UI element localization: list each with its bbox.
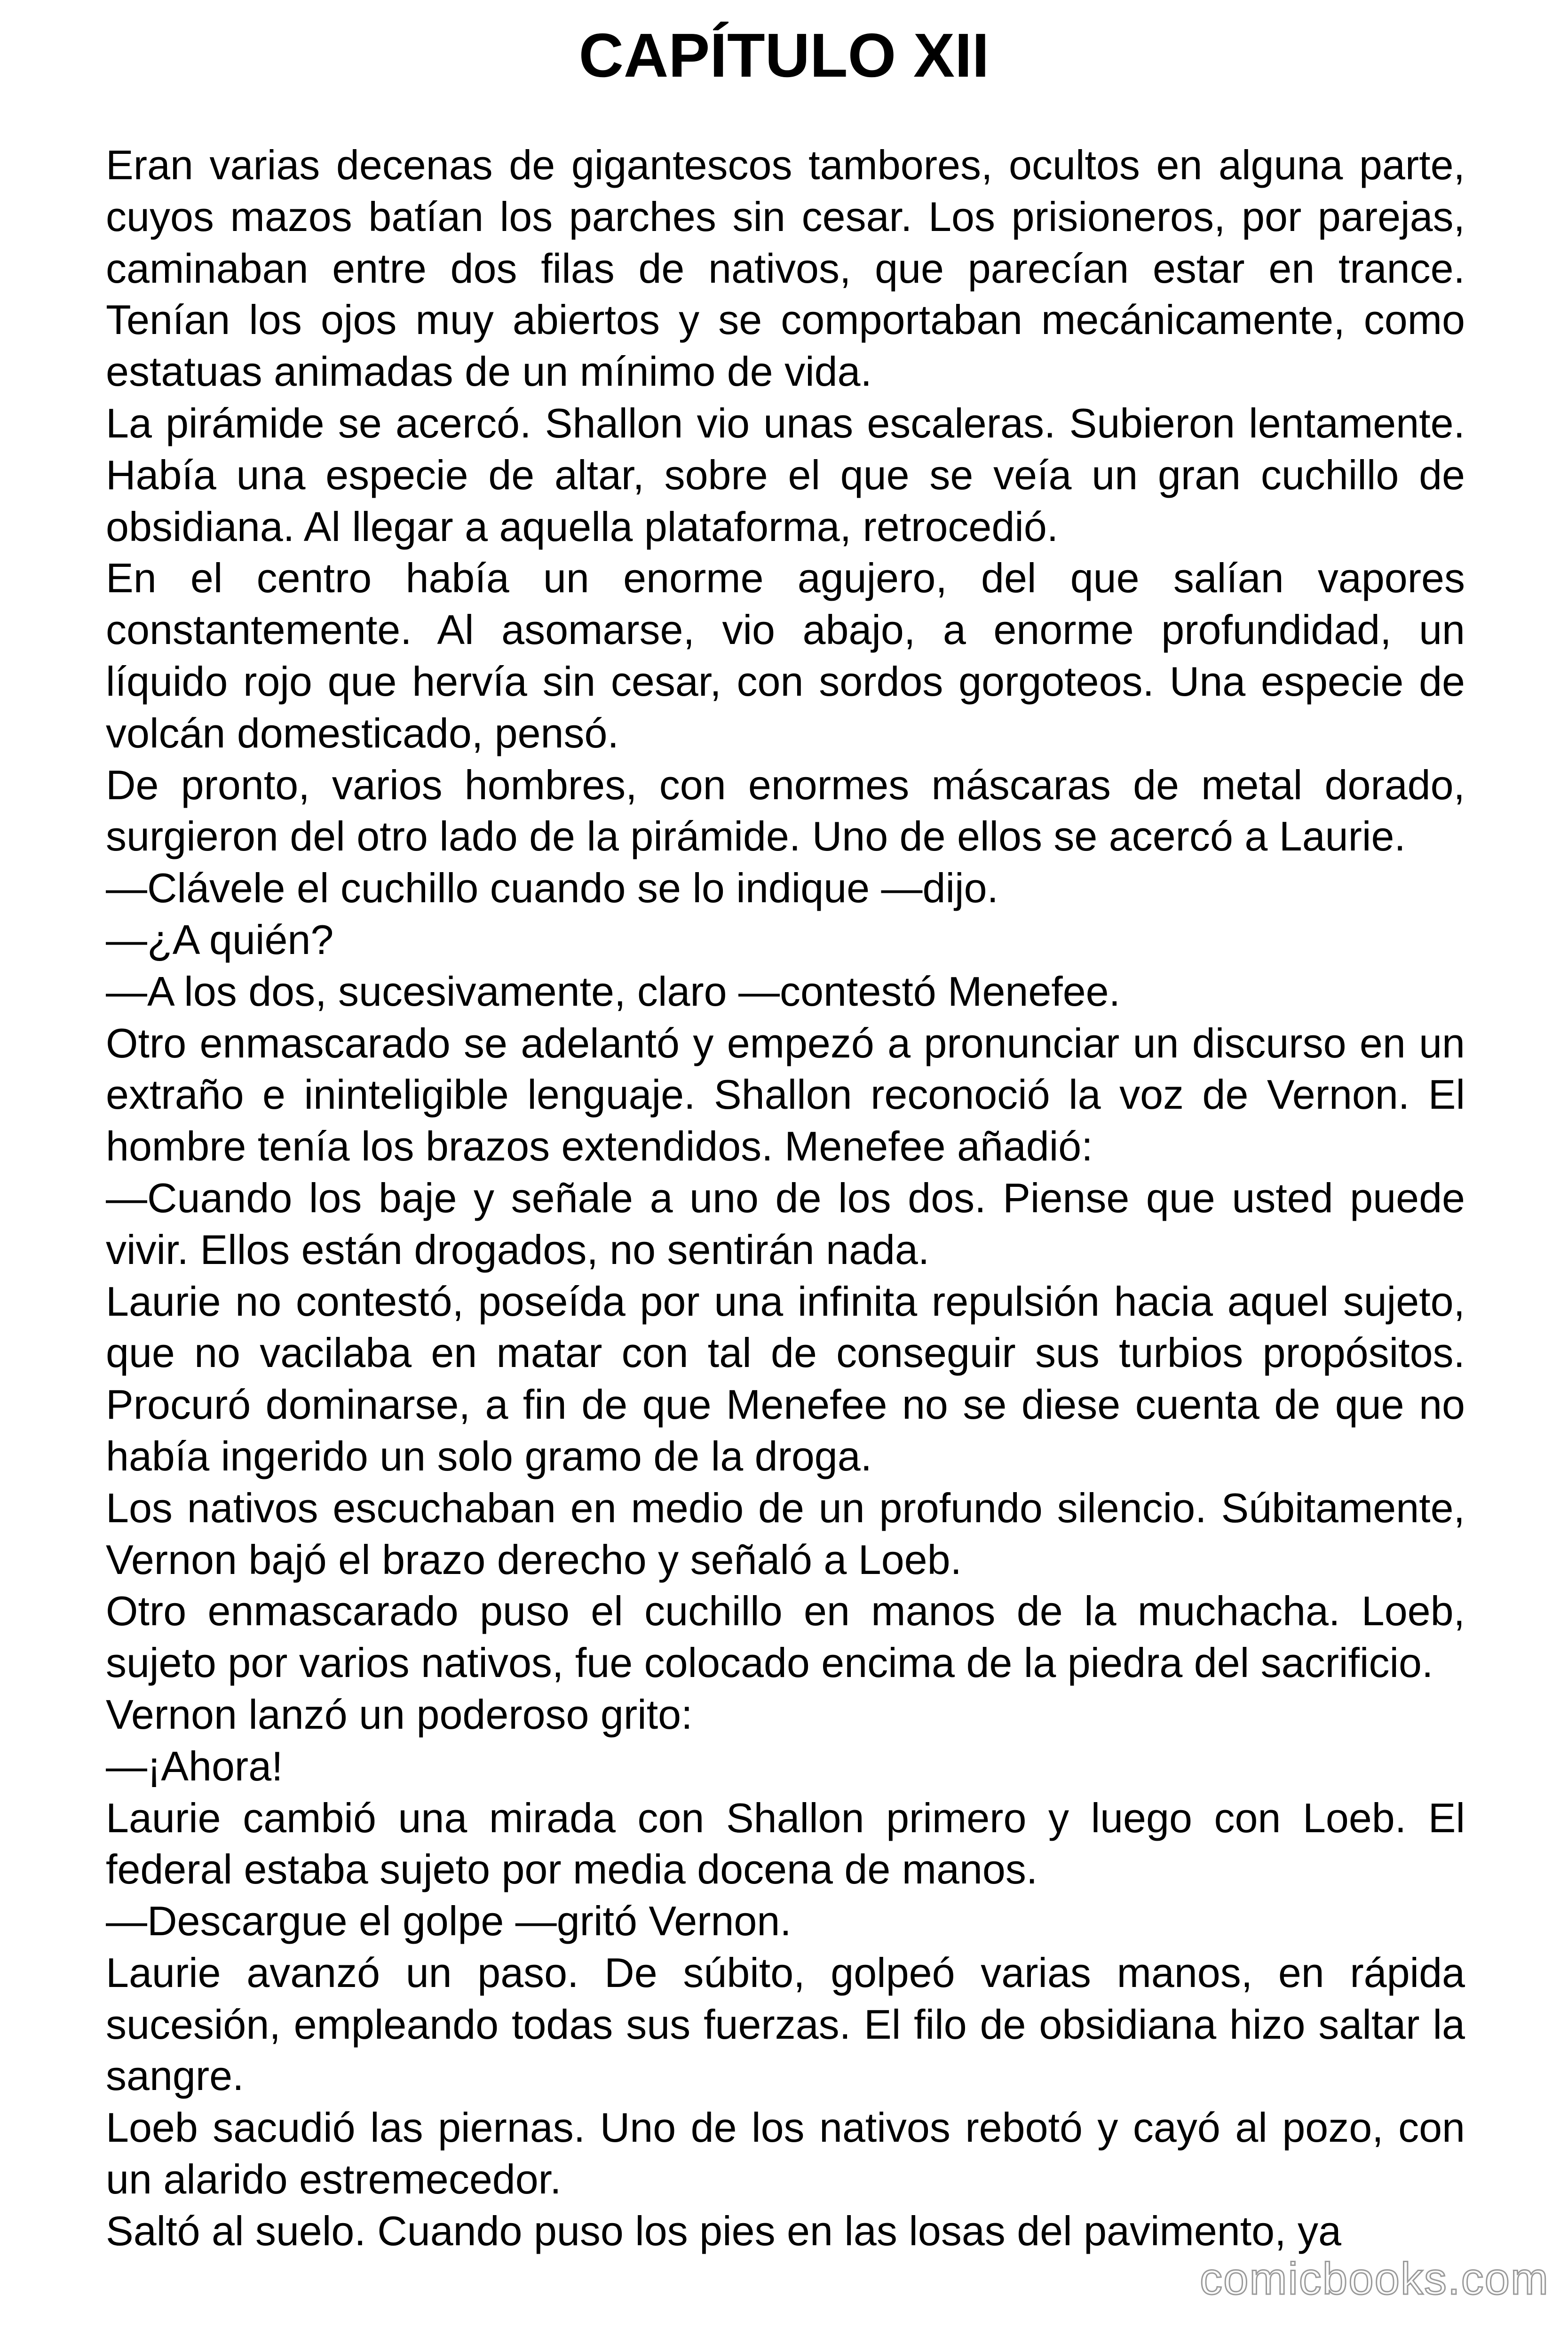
dialogue-line: —Descargue el golpe —gritó Vernon.: [106, 1898, 792, 1945]
dialogue-line: —Cuando los baje y señale a uno de los dos. Piense que usted puede vivir. Ellos están drogados, no sentirán nada.: [106, 1174, 1465, 1273]
dialogue-line: —Clávele el cuchillo cuando se lo indique —dijo.: [106, 865, 998, 912]
paragraph: En el centro había un enorme agujero, del que salían vapores constantemente. Al asomarse, vio abajo, a enorme profundidad, un líquido rojo que hervía sin cesar, con sordos gorgoteos. Una especie de volcán domesticado, pensó.: [106, 555, 1465, 756]
chapter-body: [106, 139, 1465, 2257]
paragraph: Laurie avanzó un paso. De súbito, golpeó varias manos, en rápida sucesión, empleando todas sus fuerzas. El filo de obsidiana hizo saltar la sangre.: [106, 1949, 1465, 2099]
chapter-title: CAPÍTULO XII: [578, 21, 990, 90]
paragraph: Loeb sacudió las piernas. Uno de los nativos rebotó y cayó al pozo, con un alarido estremecedor.: [106, 2104, 1465, 2203]
paragraph: Eran varias decenas de gigantescos tambores, ocultos en alguna parte, cuyos mazos batían los parches sin cesar. Los prisioneros, por parejas, caminaban entre dos filas de nativos, que parecían estar en trance. Tenían los ojos muy abiertos y se comportaban mecánicamente, como estatuas animadas de un mínimo de vida.: [106, 142, 1465, 395]
dialogue-line: —A los dos, sucesivamente, claro —contestó Menefee.: [106, 968, 1121, 1015]
paragraph: Saltó al suelo. Cuando puso los pies en las losas del pavimento, ya: [106, 2207, 1341, 2254]
dialogue-line: —¡Ahora!: [106, 1742, 283, 1789]
paragraph: La pirámide se acercó. Shallon vio unas escaleras. Subieron lentamente. Había una especie de altar, sobre el que se veía un gran cuchillo de obsidiana. Al llegar a aquella plataforma, retrocedió.: [106, 399, 1465, 550]
dialogue-line: —¿A quién?: [106, 916, 334, 963]
paragraph: De pronto, varios hombres, con enormes máscaras de metal dorado, surgieron del otro lado de la pirámide. Uno de ellos se acercó a Laurie.: [106, 761, 1465, 860]
paragraph: Laurie cambió una mirada con Shallon primero y luego con Loeb. El federal estaba sujeto por media docena de manos.: [106, 1794, 1465, 1893]
paragraph: Los nativos escuchaban en medio de un profundo silencio. Súbitamente, Vernon bajó el brazo derecho y señaló a Loeb.: [106, 1484, 1465, 1583]
paragraph: Otro enmascarado puso el cuchillo en manos de la muchacha. Loeb, sujeto por varios nativos, fue colocado encima de la piedra del sacrificio.: [106, 1588, 1465, 1686]
paragraph: Vernon lanzó un poderoso grito:: [106, 1691, 693, 1738]
paragraph: Otro enmascarado se adelantó y empezó a pronunciar un discurso en un extraño e ininteligible lenguaje. Shallon reconoció la voz de Vernon. El hombre tenía los brazos extendidos. Menefee añadió:: [106, 1019, 1465, 1170]
watermark: comicbooks.com: [1200, 2254, 1549, 2304]
paragraph: Laurie no contestó, poseída por una infinita repulsión hacia aquel sujeto, que no vacilaba en matar con tal de conseguir sus turbios propósitos. Procuró dominarse, a fin de que Menefee no se diese cuenta de que no había ingerido un solo gramo de la droga.: [106, 1278, 1465, 1479]
